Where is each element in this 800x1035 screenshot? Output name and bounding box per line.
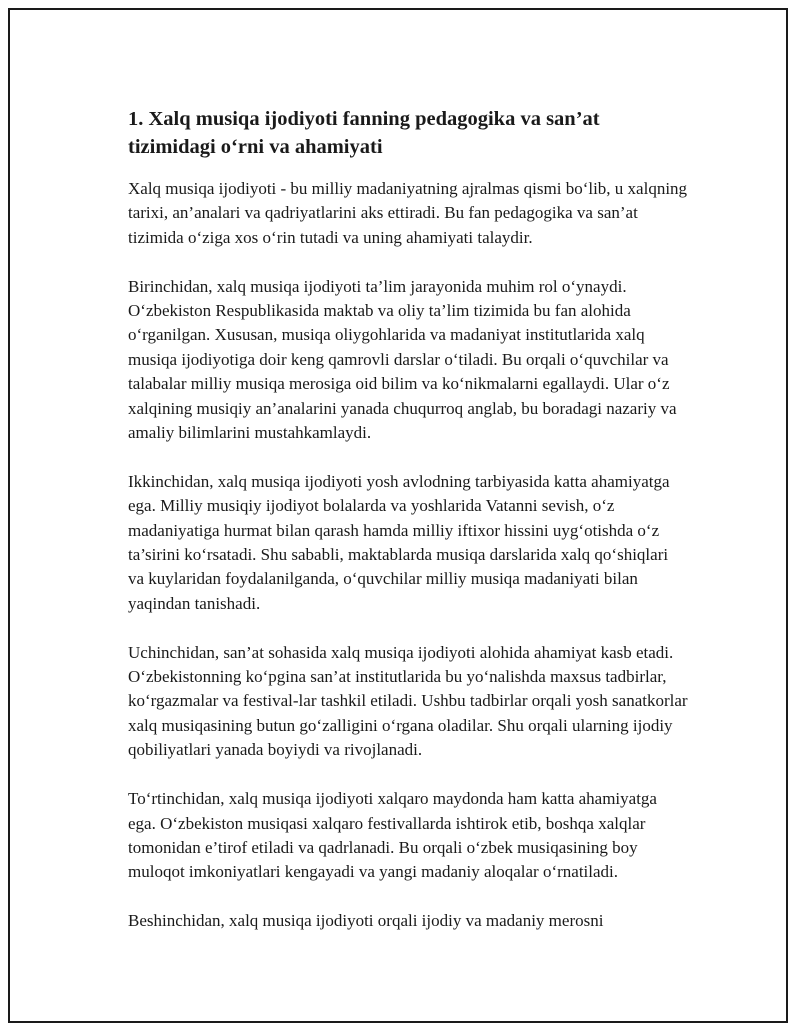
paragraph-first: Birinchidan, xalq musiqa ijodiyoti ta’lim jarayonida muhim rol o‘ynaydi. O‘zbekiston Respublikasida maktab va oliy ta’lim tizimida bu fan alohida o‘rganilgan. Xususan, musiqa oliygohlarida va madaniyat institutlarida xalq musiqa ijodiyotiga doir keng qamrovli darslar o‘tiladi. Bu orqali o‘quvchilar va talabalar milliy musiqa merosiga oid bilim va ko‘nikmalarni egallaydi. Ular o‘z xalqining musiqiy an’analarini yanada chuqurroq anglab, bu boradagi nazariy va amaliy bilimlarini mustahkamlaydi. — [128, 276, 677, 443]
section-heading: 1. Xalq musiqa ijodiyoti fanning pedagogika va san’at tizimidagi o‘rni va ahamiyati — [128, 108, 600, 158]
paragraph-fifth: Beshinchidan, xalq musiqa ijodiyoti orqali ijodiy va madaniy merosni — [128, 911, 604, 931]
paragraph-second: Ikkinchidan, xalq musiqa ijodiyoti yosh avlodning tarbiyasida katta ahamiyatga ega. Milliy musiqiy ijodiyot bolalarda va yoshlarida Vatanni sevish, o‘z madaniyatiga hurmat bilan qarash hamda milliy iftixor hissini uyg‘otishda o‘z ta’sirini ko‘rsatadi. Shu sababli, maktablarda musiqa darslarida xalq qo‘shiqlari va kuylaridan foydalanilganda, o‘quvchilar milliy musiqa madaniyati bilan yaqindan tanishadi. — [128, 471, 670, 613]
page-frame — [8, 8, 788, 1023]
paragraph-third: Uchinchidan, san’at sohasida xalq musiqa ijodiyoti alohida ahamiyat kasb etadi. O‘zbekistonning ko‘pgina san’at institutlarida bu yo‘nalishda maxsus tadbirlar, ko‘rgazmalar va festival-lar tashkil etiladi. Ushbu tadbirlar orqali yosh sanatkorlar xalq musiqasining butun go‘zalligini o‘rgana oladilar. Shu orqali ularning ijodiy qobiliyatlari yanada boyiydi va rivojlanadi. — [128, 642, 688, 760]
document-body — [128, 105, 688, 958]
paragraph-intro: Xalq musiqa ijodiyoti - bu milliy madaniyatning ajralmas qismi bo‘lib, u xalqning tarixi, an’analari va qadriyatlarini aks ettiradi. Bu fan pedagogika va san’at tizimida o‘ziga xos o‘rin tutadi va uning ahamiyati talaydir. — [128, 179, 688, 247]
paragraph-fourth: To‘rtinchidan, xalq musiqa ijodiyoti xalqaro maydonda ham katta ahamiyatga ega. O‘zbekiston musiqasi xalqaro festivallarda ishtirok etib, boshqa xalqlar tomonidan e’tirof etiladi va qadrlanadi. Bu orqali o‘zbek musiqasining boy muloqot imkoniyatlari kengayadi va yangi madaniy aloqalar o‘rnatiladi. — [128, 789, 657, 882]
